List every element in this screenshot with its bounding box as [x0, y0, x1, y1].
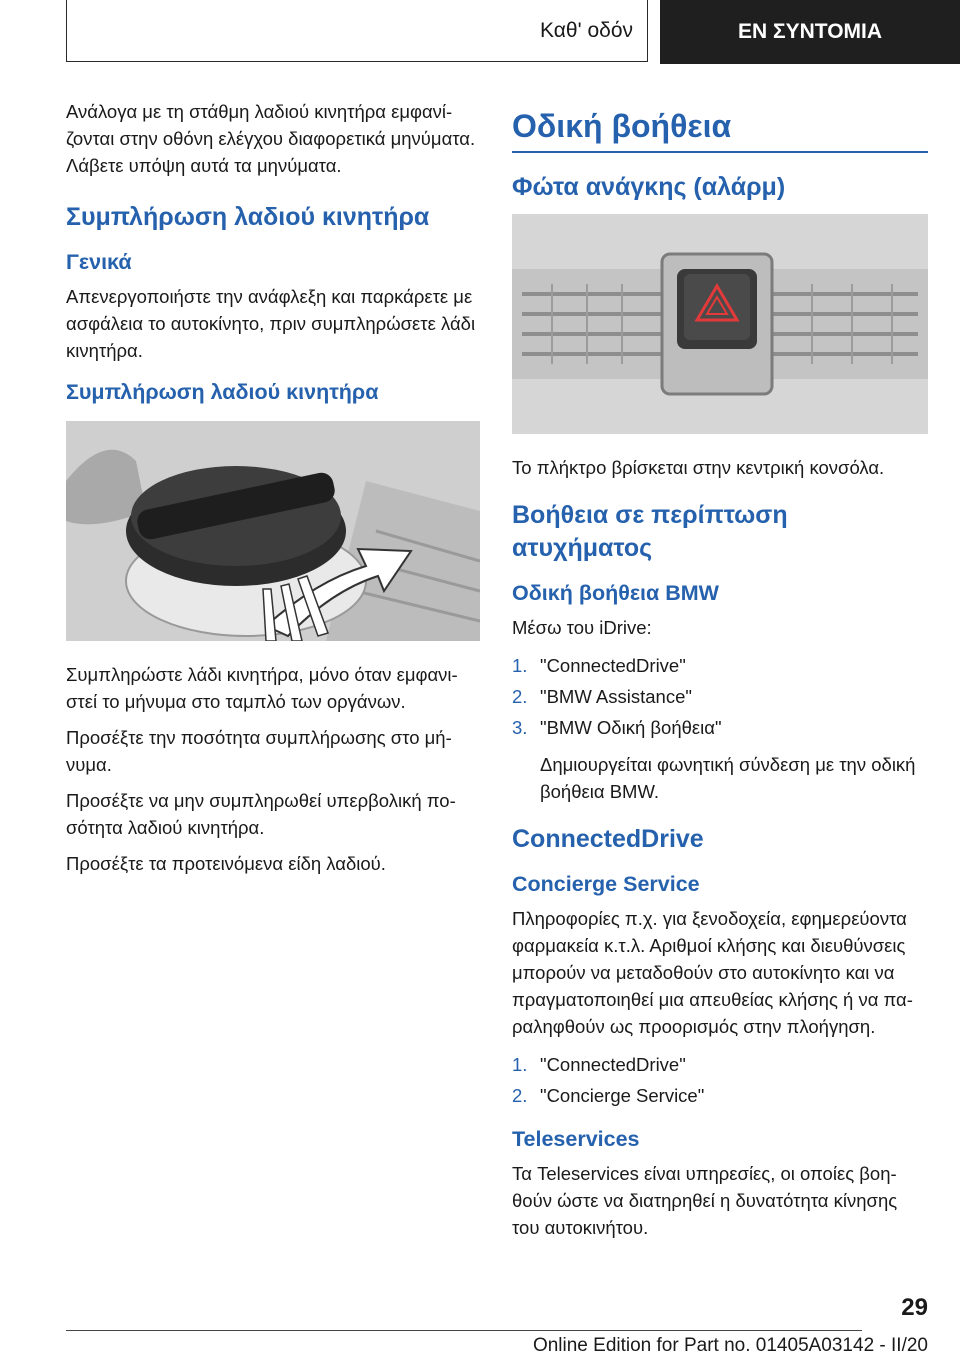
- tab-section[interactable]: Καθ' οδόν: [66, 0, 648, 62]
- header-tabs: [66, 0, 960, 64]
- step-text: "Concierge Service": [540, 1085, 705, 1106]
- oil-cap-illustration: [66, 421, 480, 641]
- left-column: [66, 98, 480, 886]
- refill-text-2: Προσέξτε την ποσότητα συμπλήρωσης στο μήνυμα.: [66, 727, 452, 775]
- step-number: 2.: [512, 1085, 528, 1106]
- list-item: [512, 1080, 928, 1111]
- heading-road-assistance: Οδική βοήθεια: [512, 98, 928, 153]
- teleservices-text: Τα Teleservices είναι υπηρεσίες, οι οποίες βοηθούν ώστε να διατηρηθεί η δυνατότητα κίνησης του αυτοκινήτου.: [512, 1163, 898, 1238]
- step-number: 1.: [512, 655, 528, 676]
- right-column: [512, 98, 928, 1250]
- step-text: "ConnectedDrive": [540, 1054, 686, 1075]
- via-idrive: Μέσω του iDrive:: [512, 617, 652, 638]
- step-note: Δημιουργείται φωνητική σύνδεση με την οδική βοήθεια BMW.: [540, 754, 916, 802]
- heading-hazard-lights: Φώτα ανάγκης (αλάρμ): [512, 173, 786, 201]
- page-number: 29: [901, 1294, 928, 1321]
- concierge-text: Πληροφορίες π.χ. για ξενοδοχεία, εφημερεύοντα φαρμακεία κ.τ.λ. Αριθμοί κλήσης και διευθύνσεις μπορούν να μεταδοθούν στο αυτοκίνητο και να πραγματοποιηθεί μια απευθείας κλήσης ή να παραληφθούν ως προορισμός στην πλοήγηση.: [512, 908, 913, 1037]
- heading-oil-refill-sub: Συμπλήρωση λαδιού κινητήρα: [66, 380, 379, 404]
- heading-oil-refill: Συμπλήρωση λαδιού κινητήρα: [66, 203, 430, 231]
- heading-accident-help: Βοήθεια σε περίπτωση ατυχήματος: [512, 501, 788, 562]
- steps-concierge: [512, 1049, 928, 1111]
- step-number: 2.: [512, 686, 528, 707]
- heading-teleservices: Teleservices: [512, 1127, 640, 1151]
- refill-text-1: Συμπληρώστε λάδι κινητήρα, μόνο όταν εμφανιστεί το μήνυμα στο ταμπλό των οργάνων.: [66, 664, 458, 712]
- refill-text-3: Προσέξτε να μην συμπληρωθεί υπερβολική ποσότητα λαδιού κινητήρα.: [66, 790, 456, 838]
- general-text: Απενεργοποιήστε την ανάφλεξη και παρκάρετε με ασφάλεια το αυτοκίνητο, πριν συμπληρώσετε λάδι κινητήρα.: [66, 286, 476, 361]
- step-text: "BMW Οδική βοήθεια": [540, 717, 722, 738]
- step-number: 1.: [512, 1054, 528, 1075]
- list-item: [512, 681, 928, 712]
- heading-bmw-road-assistance: Οδική βοήθεια BMW: [512, 581, 719, 605]
- heading-general: Γενικά: [66, 250, 132, 274]
- list-item: [512, 1049, 928, 1080]
- tab-chapter[interactable]: ΕΝ ΣΥΝΤΟΜΙΑ: [660, 0, 960, 64]
- footer-edition: Online Edition for Part no. 01405A03142 - II/20: [532, 1335, 928, 1356]
- step-text: "BMW Assistance": [540, 686, 692, 707]
- hazard-button-image: [512, 214, 928, 434]
- footer-divider: [66, 1330, 862, 1331]
- heading-concierge: Concierge Service: [512, 872, 700, 896]
- hazard-console-illustration: [512, 214, 928, 434]
- list-item: [512, 650, 928, 681]
- refill-text-4: Προσέξτε τα προτεινόμενα είδη λαδιού.: [66, 853, 386, 874]
- step-number: 3.: [512, 717, 528, 738]
- heading-connecteddrive: ConnectedDrive: [512, 825, 704, 853]
- step-text: "ConnectedDrive": [540, 655, 686, 676]
- intro-text: Ανάλογα με τη στάθμη λαδιού κινητήρα εμφανίζονται στην οθόνη ελέγχου διαφορετικά μηνύματα. Λάβετε υπόψη αυτά τα μηνύματα.: [66, 101, 476, 176]
- list-item: [512, 712, 928, 743]
- steps-road-assistance: [512, 650, 928, 743]
- oil-cap-image: [66, 421, 480, 641]
- hazard-caption: Το πλήκτρο βρίσκεται στην κεντρική κονσόλα.: [512, 457, 885, 478]
